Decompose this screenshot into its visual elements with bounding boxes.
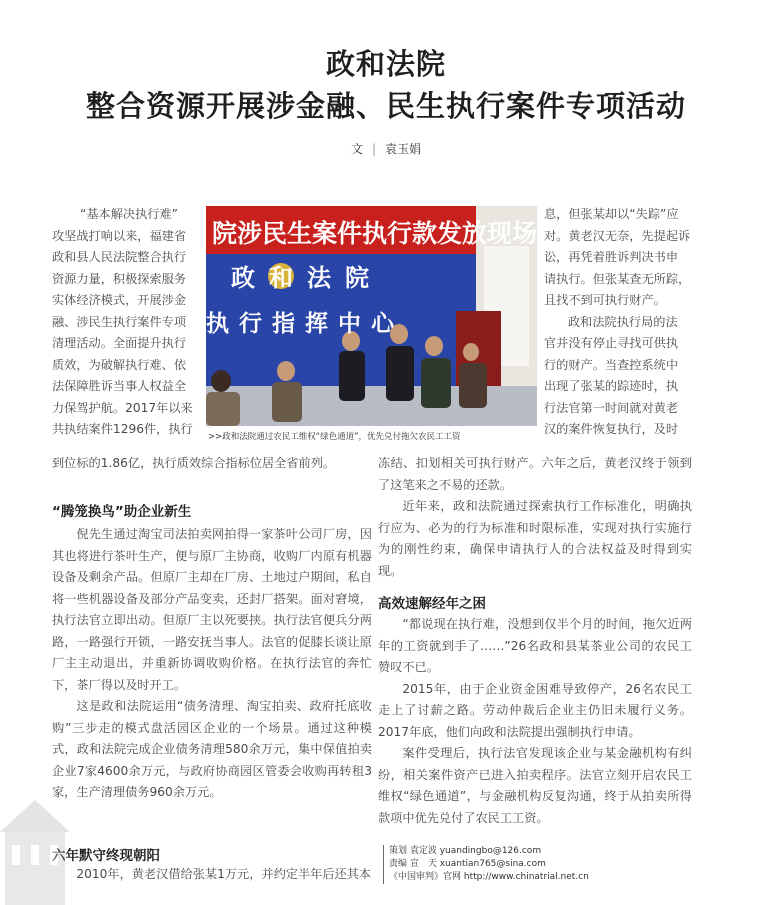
intro-text [52, 204, 198, 441]
right-top-text [544, 204, 692, 441]
text-line: 官并没有停止寻找可供执 [544, 336, 679, 350]
text-line: 请执行。但张某查无所踪， [544, 271, 691, 286]
credit-line: 策划 袁定波 yuandingbo@126.com [383, 845, 589, 858]
photo-illustration [206, 206, 537, 426]
paragraph: 2015年，由于企业资金困难导致停产，26名农民工走上了讨薪之路。劳动仲裁后企业主仍旧未履行义务。2017年底，他们向政和法院提出强制执行申请。 [378, 681, 692, 739]
intro-line: 共执结案件1296件，执行 [52, 422, 193, 436]
photo-banner-text: 院涉民生案件执行款发放现场 [212, 219, 537, 248]
section-heading-1: “腾笼换鸟”助企业新生 [52, 504, 192, 520]
intro-line: 融、涉民生执行案件专项 [52, 314, 187, 329]
photo-sign-top: 政和法院 [231, 264, 383, 292]
intro-line: 实体经济模式，开展涉金 [52, 293, 187, 307]
text-line: 汉的案件恢复执行，及时 [544, 422, 679, 436]
byline-author: 袁玉娟 [385, 142, 422, 156]
paragraph: 这是政和法院运用“债务清理、淘宝拍卖、政府托底收购”三步走的模式盘活园区企业的一个场景。通过这种模式，政和法院完成企业债务清理580余万元，集中保值拍卖企业7家4600余万元，与政府协商园区管委会收购再转租3家，生产清理债务960余万元。 [52, 699, 372, 799]
credit-line: 《中国审判》官网 http://www.chinatrial.net.cn [383, 871, 589, 884]
text-line: 且找不到可执行财产。 [544, 293, 666, 307]
text-line: 对。黄老汉无奈，先提起诉 [544, 228, 691, 243]
text-line: 行的财产。当查控系统中 [544, 357, 679, 372]
text-line: 息，但张某却以“失踪”应 [544, 207, 679, 221]
intro-line: 资源力量，积极探索服务 [52, 271, 187, 286]
credits-block [383, 845, 589, 884]
paragraph: 近年来，政和法院通过探索执行工作标准化，明确执行应为、必为的行为标准和时限标准，实现对执行实施行为的刚性约束，确保申请执行人的合法权益及时得到实现。 [378, 499, 692, 578]
section-heading-3: 高效速解经年之困 [378, 596, 486, 612]
paragraph: “都说现在执行难，没想到仅半个月的时间，拖欠近两年的工资就到手了……”26名政和县某茶业公司的农民工赞叹不已。 [378, 617, 692, 674]
paragraph: 倪先生通过淘宝司法拍卖网拍得一家茶叶公司厂房，因其也将进行茶叶生产，便与原厂主协商，收购厂内原有机器设备及剩余产品。但原厂主却在厂房、土地过户期间，私自将一些机器设备及部分产品变卖，还封厂搭架。面对窘境，执行法官立即出动。但原厂主以死要挟。执行法官便兵分两路，一路强行开锁，一路安抚当事人。法官的促膝长谈让原厂主主动退出，并重新协调收购价格。在执行法官的奔忙下，茶厂得以及时开工。 [52, 527, 372, 692]
intro-continuation: 到位标的1.86亿，执行质效综合指标位居全省前列。 [52, 456, 336, 470]
text-line: 出现了张某的踪迹时，执 [544, 379, 679, 393]
byline-separator: | [371, 142, 377, 156]
photo-caption: >>政和法院通过农民工维权“绿色通道”，优先兑付拖欠农民工工资 [208, 432, 461, 442]
intro-line: 攻坚战打响以来，福建省 [52, 228, 187, 243]
intro-line: “基本解决执行难” [80, 207, 178, 221]
section1-body [52, 524, 372, 804]
intro-line: 力保驾护航。2017年以来 [52, 400, 193, 415]
paragraph: 冻结、扣划相关可执行财产。六年之后，黄老汉终于领到了这笔来之不易的还款。 [378, 456, 692, 492]
intro-line: 法保障胜诉当事人权益全 [52, 379, 187, 393]
intro-line: 质效，为破解执行难、依 [52, 357, 187, 372]
photo-sign-bottom: 执行指挥中心 [206, 311, 404, 337]
byline [0, 140, 772, 157]
text-line: 政和法院执行局的法 [568, 314, 678, 329]
article-photo [206, 206, 537, 426]
building-watermark-icon [0, 790, 70, 905]
byline-label: 文 [350, 142, 363, 156]
page-title-line2: 整合资源开展涉金融、民生执行案件专项活动 [85, 89, 686, 123]
text-line: 讼，再凭着胜诉判决书申 [544, 250, 679, 264]
credit-line: 责编 宣 天 xuantian765@sina.com [383, 858, 589, 871]
section-heading-2: 六年默守终现朝阳 [52, 848, 160, 864]
intro-line: 清理活动。全面提升执行 [52, 336, 187, 350]
text-line: 行法官第一时间就对黄老 [544, 400, 679, 415]
intro-line: 政和县人民法院整合执行 [52, 250, 187, 264]
right-body [378, 453, 692, 582]
paragraph: 案件受理后，执行法官发现该企业与某金融机构有纠纷，相关案件资产已进入拍卖程序。法官立刻开启农民工维权“绿色通道”，与金融机构反复沟通，终于从拍卖所得款项中优先兑付了农民工工资。 [378, 746, 692, 825]
paragraph: 2010年，黄老汉借给张某1万元，并约定半年后还其本 [76, 867, 372, 881]
page-title-line1: 政和法院 [325, 47, 446, 81]
section2-body [52, 864, 372, 886]
section3-body [378, 614, 692, 829]
